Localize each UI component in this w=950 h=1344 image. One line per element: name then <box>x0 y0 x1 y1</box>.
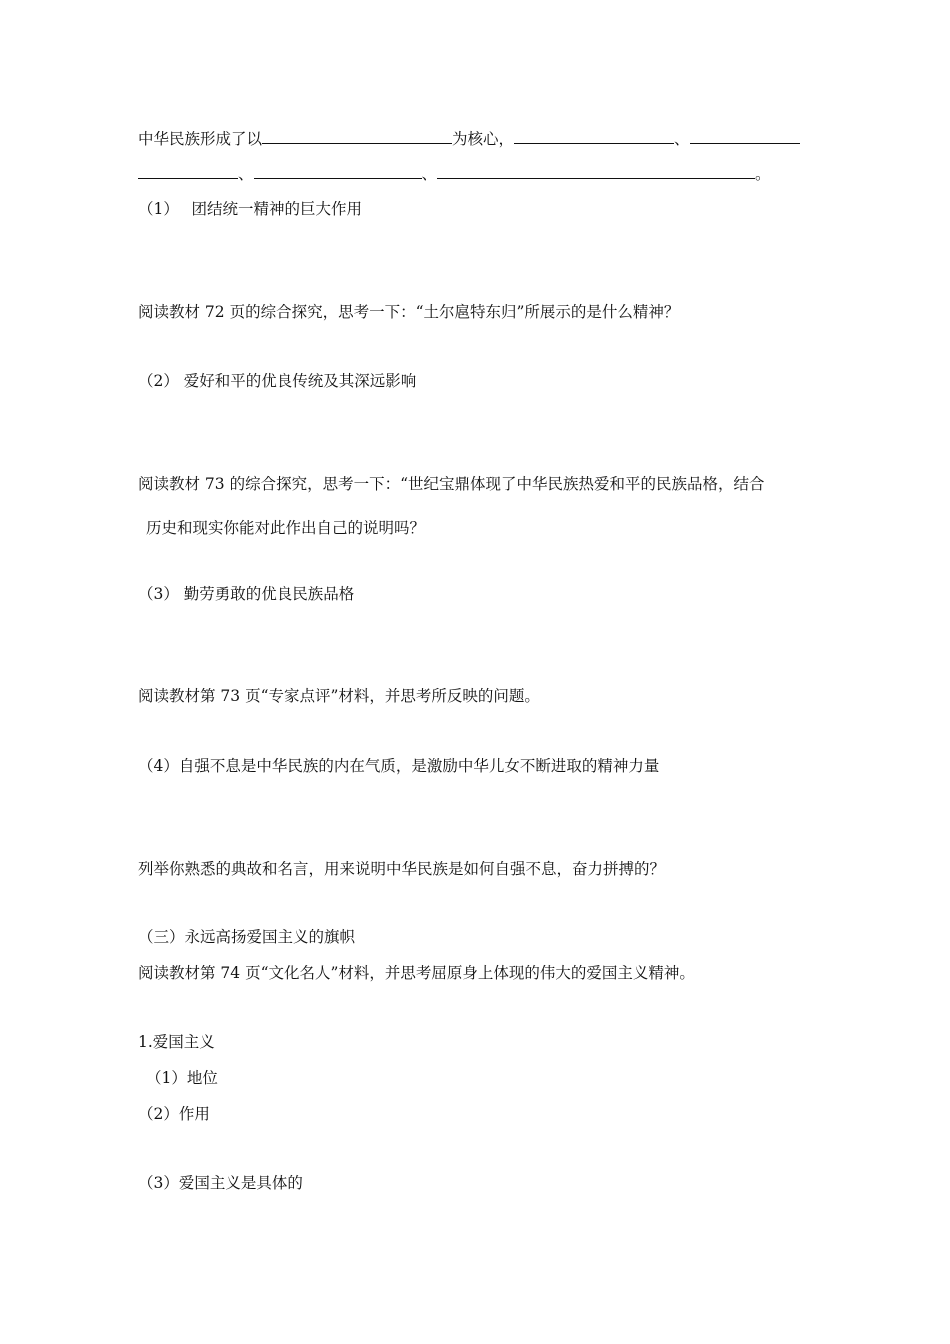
separator-2: 、 <box>238 165 254 183</box>
blank-3[interactable] <box>138 163 238 179</box>
patriotism-item-role: （2）作用 <box>138 1105 210 1123</box>
section-3-question: 阅读教材第 73 页“专家点评”材料，并思考所反映的问题。 <box>138 687 540 705</box>
separator-3: 、 <box>421 165 438 183</box>
fill-in-prefix: 中华民族形成了以 <box>138 130 263 148</box>
blank-5[interactable] <box>437 163 755 179</box>
section-4-question: 列举你熟悉的典故和名言，用来说明中华民族是如何自强不息，奋力拼搏的？ <box>138 860 666 878</box>
fill-in-end: 。 <box>755 165 771 183</box>
fill-in-line-2 <box>138 163 771 184</box>
section-1-heading: （1） 团结统一精神的巨大作用 <box>138 200 363 218</box>
blank-core[interactable] <box>262 128 452 144</box>
patriotism-item-concrete: （3）爱国主义是具体的 <box>138 1174 303 1192</box>
part-3-heading: （三）永远高扬爱国主义的旗帜 <box>138 928 356 946</box>
section-1-question: 阅读教材 72 页的综合探究，思考一下：“土尔扈特东归”所展示的是什么精神？ <box>138 303 680 321</box>
patriotism-title: 1.爱国主义 <box>138 1033 215 1051</box>
blank-4[interactable] <box>254 163 422 179</box>
blank-1[interactable] <box>514 128 674 144</box>
separator-1: 、 <box>674 130 690 148</box>
section-2-heading: （2） 爱好和平的优良传统及其深远影响 <box>138 372 417 390</box>
section-2-question-line-2: 历史和现实你能对此作出自己的说明吗？ <box>146 519 426 537</box>
part-3-question: 阅读教材第 74 页“文化名人”材料，并思考屈原身上体现的伟大的爱国主义精神。 <box>138 964 695 982</box>
fill-in-line-1 <box>138 128 800 149</box>
section-4-heading: （4）自强不息是中华民族的内在气质，是激励中华儿女不断进取的精神力量 <box>138 757 660 775</box>
fill-in-core-text: 为核心， <box>452 130 515 148</box>
patriotism-item-status: （1）地位 <box>146 1069 218 1087</box>
section-2-question-line-1: 阅读教材 73 的综合探究，思考一下：“世纪宝鼎体现了中华民族热爱和平的民族品格，结合 <box>138 475 765 493</box>
blank-2[interactable] <box>690 128 800 144</box>
section-3-heading: （3） 勤劳勇敢的优良民族品格 <box>138 585 355 603</box>
